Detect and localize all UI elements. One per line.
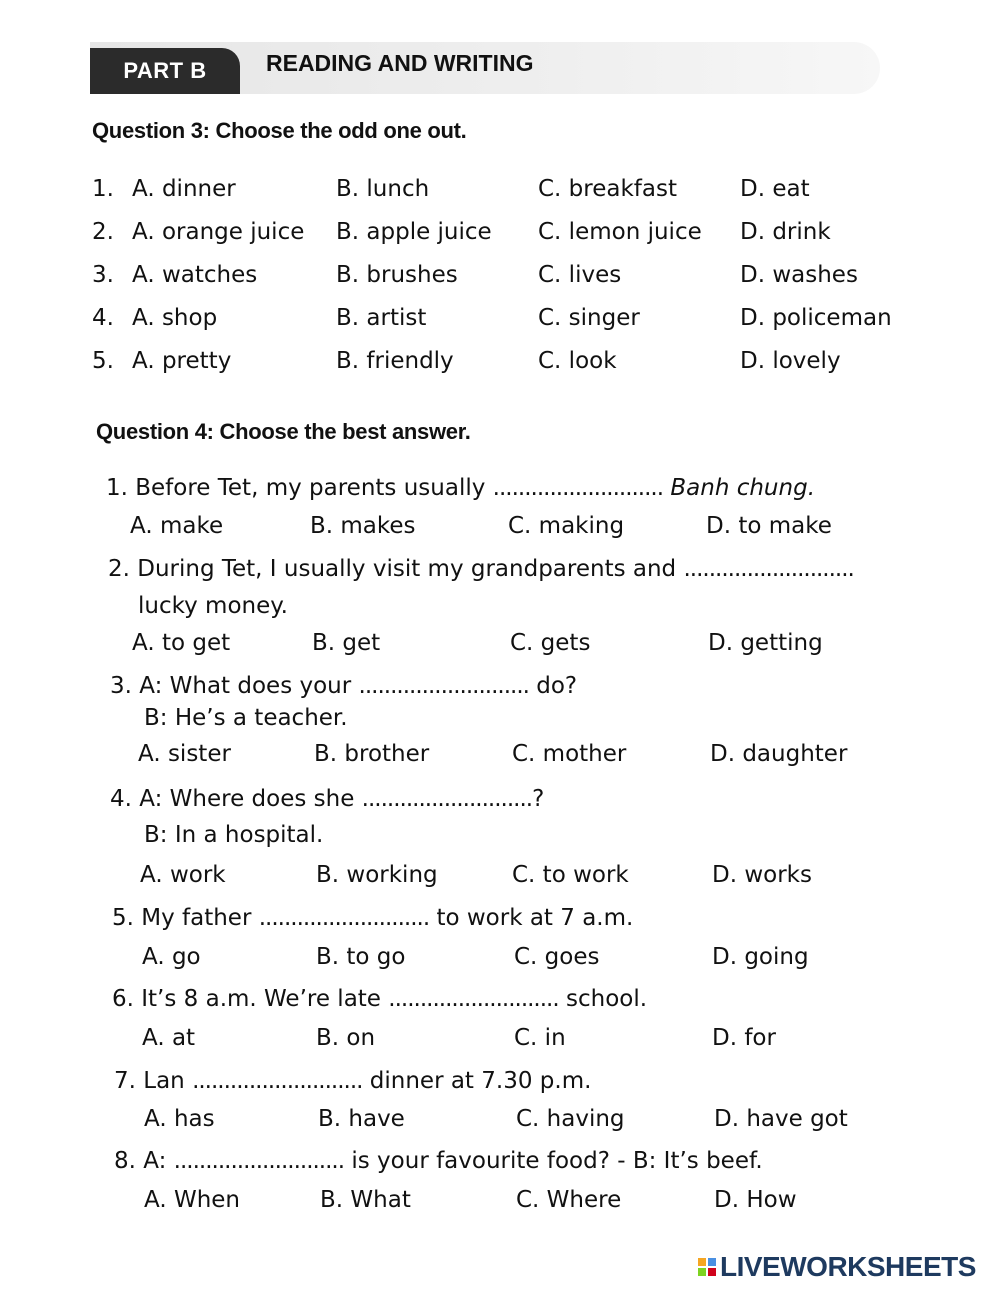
option-b[interactable]: B. on <box>316 1025 376 1051</box>
option-a[interactable]: A. has <box>144 1106 215 1132</box>
stem-text: school. <box>566 986 648 1012</box>
q4-stem-4 <box>110 786 544 812</box>
stem-text: 7. Lan <box>114 1068 185 1094</box>
option-c[interactable]: C. lemon juice <box>538 219 702 245</box>
question-4-heading: Question 4: Choose the best answer. <box>96 419 471 444</box>
option-d[interactable]: D. lovely <box>740 348 841 374</box>
stem-text: 8. A: <box>114 1148 167 1174</box>
item-number: 1. <box>92 176 114 202</box>
q4-stem-2 <box>108 556 854 582</box>
option-b[interactable]: B. lunch <box>336 176 430 202</box>
option-d[interactable]: D. going <box>712 944 809 970</box>
item-number: 5. <box>92 348 114 374</box>
answer-blank[interactable]: ........................... <box>173 1148 345 1174</box>
option-d[interactable]: D. have got <box>714 1106 848 1132</box>
answer-blank[interactable]: ........................... <box>388 986 559 1012</box>
option-c[interactable]: C. Where <box>516 1187 622 1213</box>
q4-stem-8 <box>114 1148 763 1174</box>
answer-blank[interactable]: ........................... <box>258 905 430 931</box>
option-a[interactable]: A. shop <box>132 305 218 331</box>
stem-text: 4. A: Where does she <box>110 786 355 812</box>
option-b[interactable]: B. get <box>312 630 381 656</box>
q4-stem-5 <box>112 905 633 931</box>
answer-blank[interactable]: ........................... <box>358 673 529 699</box>
q4-stem-1 <box>106 475 815 501</box>
stem-text: 3. A: What does your <box>110 673 352 699</box>
option-a[interactable]: A. pretty <box>132 348 232 374</box>
stem-text: 6. It’s 8 a.m. We’re late <box>112 986 381 1012</box>
logo-grid-icon <box>698 1258 716 1276</box>
option-c[interactable]: C. goes <box>514 944 600 970</box>
option-a[interactable]: A. to get <box>132 630 231 656</box>
option-a[interactable]: A. dinner <box>132 176 236 202</box>
answer-blank[interactable]: ........................... <box>361 786 533 812</box>
stem-text: B: He’s a teacher. <box>144 705 348 731</box>
logo-square <box>698 1258 706 1266</box>
q4-stem-2-cont <box>138 593 288 619</box>
option-d[interactable]: D. to make <box>706 513 832 539</box>
brand-name: LIVEWORKSHEETS <box>720 1251 976 1282</box>
option-b[interactable]: B. apple juice <box>336 219 492 245</box>
option-a[interactable]: A. When <box>144 1187 240 1213</box>
q4-stem-4-reply <box>144 822 323 848</box>
liveworksheets-logo[interactable] <box>698 1250 976 1284</box>
option-b[interactable]: B. What <box>320 1187 411 1213</box>
option-a[interactable]: A. work <box>140 862 226 888</box>
part-label: PART B <box>90 48 240 94</box>
item-number: 3. <box>92 262 114 288</box>
stem-text: is your favourite food? - B: It’s beef. <box>351 1148 763 1174</box>
option-d[interactable]: D. eat <box>740 176 810 202</box>
option-a[interactable]: A. watches <box>132 262 258 288</box>
option-b[interactable]: B. makes <box>310 513 416 539</box>
option-c[interactable]: C. gets <box>510 630 591 656</box>
option-a[interactable]: A. go <box>142 944 201 970</box>
stem-text: 2. During Tet, I usually visit my grandparents and <box>108 556 677 582</box>
q4-stem-6 <box>112 986 647 1012</box>
option-c[interactable]: C. to work <box>512 862 629 888</box>
option-d[interactable]: D. How <box>714 1187 797 1213</box>
option-a[interactable]: A. make <box>130 513 224 539</box>
option-c[interactable]: C. having <box>516 1106 625 1132</box>
option-c[interactable]: C. lives <box>538 262 622 288</box>
item-number: 4. <box>92 305 114 331</box>
option-d[interactable]: D. getting <box>708 630 823 656</box>
q4-stem-3 <box>110 673 577 699</box>
q4-stem-7 <box>114 1068 591 1094</box>
logo-square <box>698 1268 706 1276</box>
stem-text: ? <box>532 786 545 812</box>
option-d[interactable]: D. policeman <box>740 305 892 331</box>
option-d[interactable]: D. works <box>712 862 812 888</box>
option-d[interactable]: D. drink <box>740 219 831 245</box>
section-title: READING AND WRITING <box>266 50 534 76</box>
stem-text: to work at 7 a.m. <box>436 905 634 931</box>
option-a[interactable]: A. orange juice <box>132 219 305 245</box>
option-d[interactable]: D. for <box>712 1025 776 1051</box>
stem-text: 5. My father <box>112 905 252 931</box>
option-b[interactable]: B. brother <box>314 741 430 767</box>
stem-text: dinner at 7.30 p.m. <box>369 1068 592 1094</box>
option-d[interactable]: D. daughter <box>710 741 848 767</box>
option-b[interactable]: B. friendly <box>336 348 454 374</box>
option-b[interactable]: B. brushes <box>336 262 458 288</box>
logo-square <box>708 1258 716 1266</box>
stem-text: Banh chung. <box>670 475 816 501</box>
stem-text: do? <box>536 673 578 699</box>
option-d[interactable]: D. washes <box>740 262 858 288</box>
option-a[interactable]: A. at <box>142 1025 196 1051</box>
stem-text: 1. Before Tet, my parents usually <box>106 475 486 501</box>
stem-text: lucky money. <box>138 593 288 619</box>
option-c[interactable]: C. look <box>538 348 617 374</box>
option-c[interactable]: C. making <box>508 513 625 539</box>
option-b[interactable]: B. have <box>318 1106 405 1132</box>
answer-blank[interactable]: ........................... <box>492 475 664 501</box>
option-b[interactable]: B. to go <box>316 944 406 970</box>
option-a[interactable]: A. sister <box>138 741 231 767</box>
q4-stem-3-reply <box>144 705 348 731</box>
answer-blank[interactable]: ........................... <box>683 556 854 582</box>
item-number: 2. <box>92 219 114 245</box>
option-c[interactable]: C. in <box>514 1025 566 1051</box>
logo-square <box>708 1268 716 1276</box>
answer-blank[interactable]: ........................... <box>192 1068 363 1094</box>
stem-text: B: In a hospital. <box>144 822 324 848</box>
question-3-heading: Question 3: Choose the odd one out. <box>92 118 467 143</box>
option-b[interactable]: B. working <box>316 862 438 888</box>
option-b[interactable]: B. artist <box>336 305 427 331</box>
option-c[interactable]: C. breakfast <box>538 176 677 202</box>
option-c[interactable]: C. singer <box>538 305 640 331</box>
option-c[interactable]: C. mother <box>512 741 627 767</box>
